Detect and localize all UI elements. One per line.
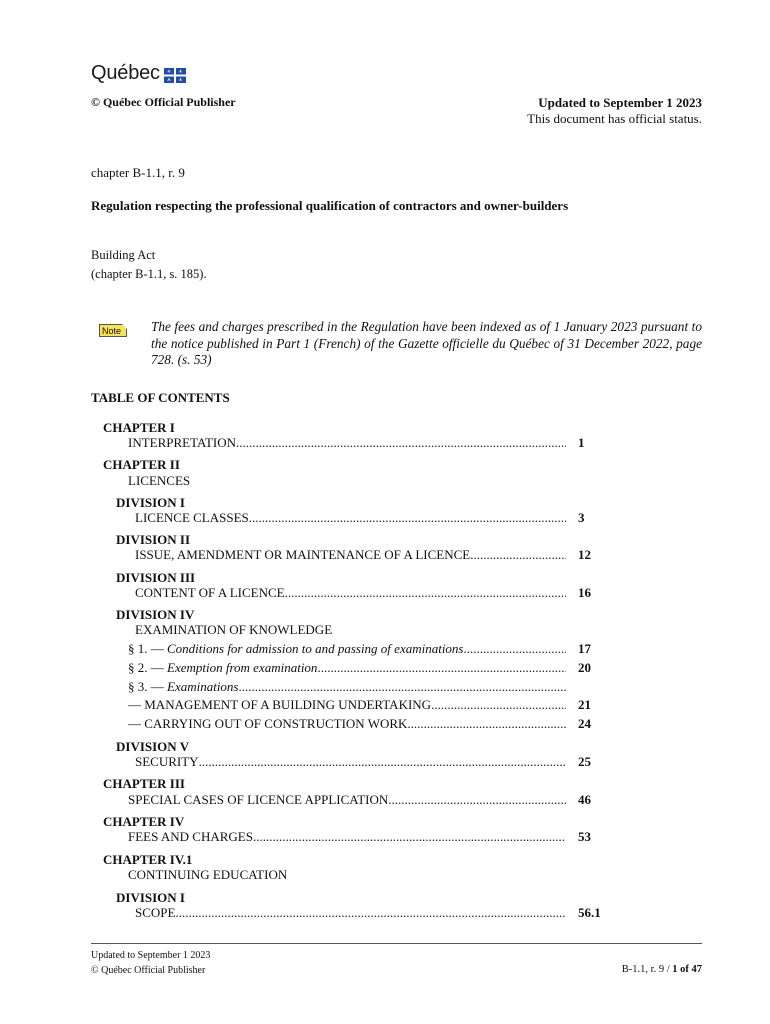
logo-wordmark: Québec (91, 62, 160, 84)
toc-page-number: 20 (578, 660, 591, 675)
toc-subsection-entry[interactable] (0, 659, 770, 676)
toc-subsection-entry[interactable] (0, 640, 770, 657)
toc-entry-label[interactable]: ISSUE, AMENDMENT OR MAINTENANCE OF A LICENCE (135, 547, 471, 562)
toc-entry-label[interactable]: SECURITY (135, 754, 199, 769)
toc-chapter-title (0, 866, 770, 883)
toc-page-number: 24 (578, 716, 591, 731)
note-icon (99, 324, 127, 337)
toc-subsection-title[interactable]: Examinations (167, 679, 239, 694)
toc-page-number: 56.1 (578, 905, 601, 920)
toc-chapter-title-label: LICENCES (128, 473, 191, 488)
footer-page-indicator (622, 964, 702, 975)
toc-entry-label[interactable] (128, 640, 464, 657)
toc-entry-label[interactable]: INTERPRETATION (128, 435, 237, 450)
footer-updated-date: Updated to September 1 2023 (91, 950, 211, 961)
toc-division-label: DIVISION III (116, 570, 196, 585)
toc-page-number: 46 (578, 792, 591, 807)
toc-subsection-number: § 3. — (128, 679, 167, 694)
toc-entry[interactable] (0, 791, 770, 808)
toc-page-number: 3 (578, 510, 585, 525)
toc-entry-label[interactable] (128, 678, 239, 695)
toc-entry[interactable] (0, 753, 770, 770)
toc-division-label: DIVISION V (116, 739, 190, 754)
toc-chapter-label: CHAPTER I (103, 420, 175, 435)
toc-division-label: DIVISION IV (116, 607, 195, 622)
toc-entry[interactable] (0, 584, 770, 601)
footer-divider (91, 943, 702, 944)
toc-entry-label[interactable]: — MANAGEMENT OF A BUILDING UNDERTAKING (128, 697, 432, 712)
note-icon-label: Note (102, 326, 122, 336)
toc-page-number: 12 (578, 547, 591, 562)
toc-chapter-label: CHAPTER IV.1 (103, 852, 193, 867)
toc-entry-label[interactable]: FEES AND CHARGES (128, 829, 253, 844)
regulation-title: Regulation respecting the professional qualification of contractors and owner-builders (91, 198, 569, 213)
footer-publisher: © Québec Official Publisher (91, 965, 206, 976)
enabling-act: Building Act (91, 248, 156, 262)
toc-chapter-heading (0, 456, 770, 473)
toc-entry[interactable] (0, 509, 770, 526)
toc-subsection-number: § 2. — (128, 660, 167, 675)
toc-page-number: 21 (578, 697, 591, 712)
updated-date: Updated to September 1 2023 (538, 95, 702, 110)
toc-chapter-title-label: CONTINUING EDUCATION (128, 867, 288, 882)
toc-division-title-label: EXAMINATION OF KNOWLEDGE (135, 622, 333, 637)
toc-entry-label[interactable]: LICENCE CLASSES (135, 510, 249, 525)
toc-entry-label[interactable]: SCOPE (135, 905, 176, 920)
footer-page-prefix: B-1.1, r. 9 / (621, 964, 673, 975)
enabling-act-reference: (chapter B-1.1, s. 185). (91, 267, 207, 281)
toc-page-number: 1 (578, 435, 585, 450)
toc-page-number: 53 (578, 829, 591, 844)
toc-entry[interactable] (0, 715, 770, 732)
toc-division-label: DIVISION II (116, 532, 191, 547)
publisher-label: © Québec Official Publisher (91, 95, 236, 109)
toc-chapter-label: CHAPTER III (103, 776, 185, 791)
toc-page-number: 25 (578, 754, 591, 769)
toc-entry[interactable] (0, 546, 770, 563)
toc-chapter-label: CHAPTER II (103, 457, 180, 472)
toc-division-title (0, 621, 770, 638)
toc-entry[interactable] (0, 434, 770, 451)
toc-chapter-heading (0, 775, 770, 792)
toc-entry-label[interactable]: CONTENT OF A LICENCE (135, 585, 285, 600)
toc-subsection-number: § 1. — (128, 641, 167, 656)
chapter-reference: chapter B-1.1, r. 9 (91, 165, 185, 180)
toc-entry-label[interactable]: — CARRYING OUT OF CONSTRUCTION WORK (128, 716, 408, 731)
toc-page-number: 17 (578, 641, 591, 656)
fleur-de-lis-flag-icon (164, 68, 186, 83)
toc-chapter-title (0, 472, 770, 489)
toc-entry-label[interactable] (128, 659, 317, 676)
footer-page-count: 1 of 47 (672, 964, 702, 975)
toc-subsection-entry[interactable] (0, 678, 770, 695)
toc-subsection-title[interactable]: Exemption from examination (167, 660, 318, 675)
toc-entry[interactable] (0, 696, 770, 713)
toc-entry[interactable] (0, 828, 770, 845)
toc-entry-label[interactable]: SPECIAL CASES OF LICENCE APPLICATION (128, 792, 389, 807)
toc-subsection-title[interactable]: Conditions for admission to and passing of examinations (167, 641, 464, 656)
toc-chapter-label: CHAPTER IV (103, 814, 185, 829)
quebec-logo (91, 62, 186, 85)
toc-division-label: DIVISION I (116, 890, 185, 905)
official-status: This document has official status. (527, 111, 702, 126)
toc-entry[interactable] (0, 904, 770, 921)
toc-division-label: DIVISION I (116, 495, 185, 510)
indexation-note: The fees and charges prescribed in the Regulation have been indexed as of 1 January 2023 pursuant to the notice published in Part 1 (French) of the Gazette officielle du Québec of 31 December 2022, page 728. (s. 53) (151, 319, 702, 367)
toc-page-number: 16 (578, 585, 591, 600)
toc-heading: TABLE OF CONTENTS (91, 390, 230, 405)
